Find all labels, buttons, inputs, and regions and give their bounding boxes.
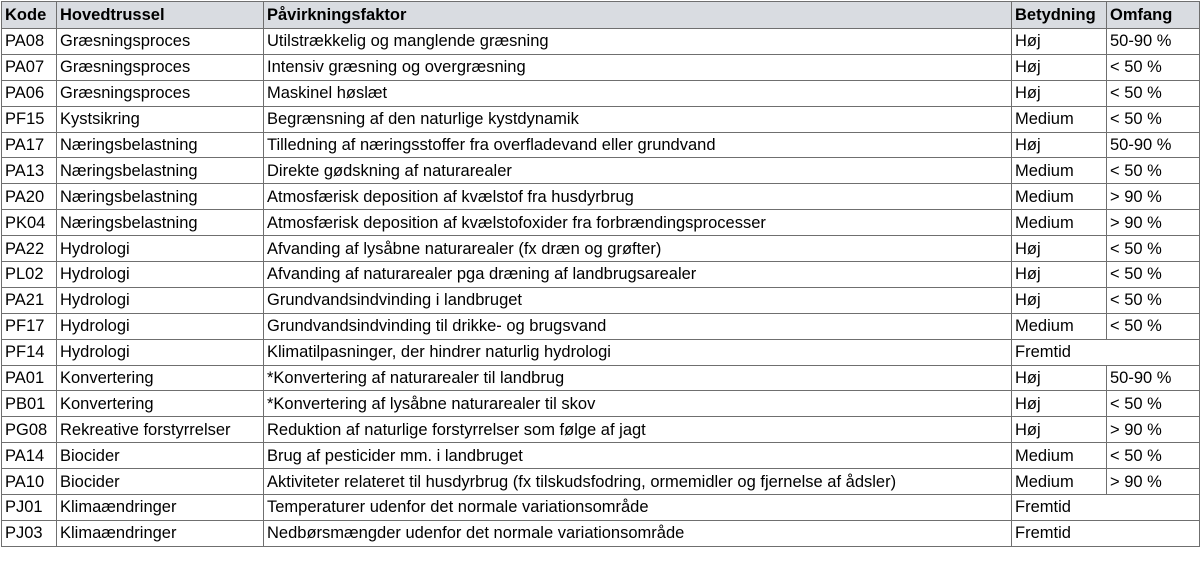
cell-code: PA14 xyxy=(2,443,57,469)
cell-extent: 50-90 % xyxy=(1107,365,1200,391)
cell-factor: Utilstrækkelig og manglende græsning xyxy=(264,29,1012,55)
cell-code: PJ03 xyxy=(2,520,57,546)
cell-code: PL02 xyxy=(2,262,57,288)
cell-main-threat: Konvertering xyxy=(57,391,264,417)
cell-extent: < 50 % xyxy=(1107,80,1200,106)
cell-future: Fremtid xyxy=(1012,520,1200,546)
cell-factor: Tilledning af næringsstoffer fra overfladevand eller grundvand xyxy=(264,132,1012,158)
cell-code: PA13 xyxy=(2,158,57,184)
cell-importance: Medium xyxy=(1012,469,1107,495)
cell-main-threat: Græsningsproces xyxy=(57,80,264,106)
cell-factor: Reduktion af naturlige forstyrrelser som følge af jagt xyxy=(264,417,1012,443)
cell-main-threat: Hydrologi xyxy=(57,287,264,313)
cell-code: PF17 xyxy=(2,313,57,339)
cell-code: PG08 xyxy=(2,417,57,443)
cell-code: PJ01 xyxy=(2,495,57,521)
table-row xyxy=(2,339,1200,365)
cell-main-threat: Næringsbelastning xyxy=(57,158,264,184)
cell-code: PB01 xyxy=(2,391,57,417)
cell-extent: < 50 % xyxy=(1107,158,1200,184)
cell-code: PA17 xyxy=(2,132,57,158)
cell-extent: > 90 % xyxy=(1107,469,1200,495)
cell-factor: Afvanding af naturarealer pga dræning af landbrugsarealer xyxy=(264,262,1012,288)
cell-extent: > 90 % xyxy=(1107,184,1200,210)
cell-code: PA07 xyxy=(2,54,57,80)
table-row xyxy=(2,417,1200,443)
cell-factor: Nedbørsmængder udenfor det normale variationsområde xyxy=(264,520,1012,546)
cell-main-threat: Biocider xyxy=(57,443,264,469)
cell-importance: Høj xyxy=(1012,262,1107,288)
cell-main-threat: Kystsikring xyxy=(57,106,264,132)
table-header xyxy=(2,2,1200,29)
cell-importance: Medium xyxy=(1012,313,1107,339)
cell-main-threat: Græsningsproces xyxy=(57,29,264,55)
cell-extent: < 50 % xyxy=(1107,391,1200,417)
cell-code: PK04 xyxy=(2,210,57,236)
cell-factor: Direkte gødskning af naturarealer xyxy=(264,158,1012,184)
table-row xyxy=(2,132,1200,158)
cell-main-threat: Næringsbelastning xyxy=(57,184,264,210)
cell-extent: 50-90 % xyxy=(1107,29,1200,55)
table-row xyxy=(2,106,1200,132)
cell-code: PF14 xyxy=(2,339,57,365)
cell-factor: Grundvandsindvinding til drikke- og brugsvand xyxy=(264,313,1012,339)
table-row xyxy=(2,184,1200,210)
cell-code: PA06 xyxy=(2,80,57,106)
cell-extent: < 50 % xyxy=(1107,54,1200,80)
cell-factor: Atmosfærisk deposition af kvælstof fra husdyrbrug xyxy=(264,184,1012,210)
cell-main-threat: Konvertering xyxy=(57,365,264,391)
table-row xyxy=(2,365,1200,391)
cell-code: PA21 xyxy=(2,287,57,313)
cell-main-threat: Hydrologi xyxy=(57,313,264,339)
cell-future: Fremtid xyxy=(1012,339,1200,365)
table-row xyxy=(2,469,1200,495)
cell-extent: > 90 % xyxy=(1107,210,1200,236)
cell-importance: Høj xyxy=(1012,80,1107,106)
cell-importance: Høj xyxy=(1012,54,1107,80)
header-factor: Påvirkningsfaktor xyxy=(264,2,1012,29)
cell-factor: Brug af pesticider mm. i landbruget xyxy=(264,443,1012,469)
table-row xyxy=(2,210,1200,236)
table-row xyxy=(2,54,1200,80)
table-row xyxy=(2,391,1200,417)
cell-main-threat: Hydrologi xyxy=(57,262,264,288)
cell-main-threat: Klimaændringer xyxy=(57,520,264,546)
cell-code: PA01 xyxy=(2,365,57,391)
cell-extent: < 50 % xyxy=(1107,287,1200,313)
cell-main-threat: Næringsbelastning xyxy=(57,210,264,236)
cell-importance: Høj xyxy=(1012,391,1107,417)
table-row xyxy=(2,80,1200,106)
cell-extent: < 50 % xyxy=(1107,313,1200,339)
table-row xyxy=(2,313,1200,339)
header-row xyxy=(2,2,1200,29)
cell-factor: Afvanding af lysåbne naturarealer (fx dræn og grøfter) xyxy=(264,236,1012,262)
table-row xyxy=(2,262,1200,288)
cell-importance: Høj xyxy=(1012,29,1107,55)
table-body xyxy=(2,29,1200,547)
table-row xyxy=(2,495,1200,521)
cell-code: PA20 xyxy=(2,184,57,210)
cell-importance: Medium xyxy=(1012,443,1107,469)
header-extent: Omfang xyxy=(1107,2,1200,29)
cell-importance: Medium xyxy=(1012,184,1107,210)
cell-factor: Intensiv græsning og overgræsning xyxy=(264,54,1012,80)
cell-extent: < 50 % xyxy=(1107,236,1200,262)
cell-factor: *Konvertering af naturarealer til landbrug xyxy=(264,365,1012,391)
cell-main-threat: Græsningsproces xyxy=(57,54,264,80)
table-row xyxy=(2,520,1200,546)
cell-code: PA10 xyxy=(2,469,57,495)
cell-main-threat: Biocider xyxy=(57,469,264,495)
cell-importance: Medium xyxy=(1012,158,1107,184)
cell-code: PF15 xyxy=(2,106,57,132)
cell-factor: Klimatilpasninger, der hindrer naturlig hydrologi xyxy=(264,339,1012,365)
cell-factor: *Konvertering af lysåbne naturarealer til skov xyxy=(264,391,1012,417)
cell-importance: Medium xyxy=(1012,106,1107,132)
table-row xyxy=(2,29,1200,55)
table-row xyxy=(2,158,1200,184)
cell-factor: Aktiviteter relateret til husdyrbrug (fx tilskudsfodring, ormemidler og fjernelse af ådsler) xyxy=(264,469,1012,495)
cell-extent: > 90 % xyxy=(1107,417,1200,443)
cell-code: PA22 xyxy=(2,236,57,262)
header-main-threat: Hovedtrussel xyxy=(57,2,264,29)
header-importance: Betydning xyxy=(1012,2,1107,29)
table-row xyxy=(2,443,1200,469)
cell-main-threat: Hydrologi xyxy=(57,236,264,262)
cell-extent: < 50 % xyxy=(1107,106,1200,132)
cell-factor: Maskinel høslæt xyxy=(264,80,1012,106)
cell-importance: Høj xyxy=(1012,132,1107,158)
header-code: Kode xyxy=(2,2,57,29)
cell-factor: Begrænsning af den naturlige kystdynamik xyxy=(264,106,1012,132)
cell-importance: Medium xyxy=(1012,210,1107,236)
cell-main-threat: Rekreative forstyrrelser xyxy=(57,417,264,443)
table-row xyxy=(2,287,1200,313)
cell-importance: Høj xyxy=(1012,236,1107,262)
threats-table xyxy=(1,1,1200,547)
cell-factor: Temperaturer udenfor det normale variationsområde xyxy=(264,495,1012,521)
table-row xyxy=(2,236,1200,262)
cell-future: Fremtid xyxy=(1012,495,1200,521)
cell-extent: < 50 % xyxy=(1107,262,1200,288)
cell-main-threat: Klimaændringer xyxy=(57,495,264,521)
cell-main-threat: Hydrologi xyxy=(57,339,264,365)
cell-extent: < 50 % xyxy=(1107,443,1200,469)
cell-importance: Høj xyxy=(1012,287,1107,313)
cell-importance: Høj xyxy=(1012,417,1107,443)
cell-factor: Atmosfærisk deposition af kvælstofoxider fra forbrændingsprocesser xyxy=(264,210,1012,236)
cell-factor: Grundvandsindvinding i landbruget xyxy=(264,287,1012,313)
cell-main-threat: Næringsbelastning xyxy=(57,132,264,158)
cell-code: PA08 xyxy=(2,29,57,55)
cell-extent: 50-90 % xyxy=(1107,132,1200,158)
cell-importance: Høj xyxy=(1012,365,1107,391)
